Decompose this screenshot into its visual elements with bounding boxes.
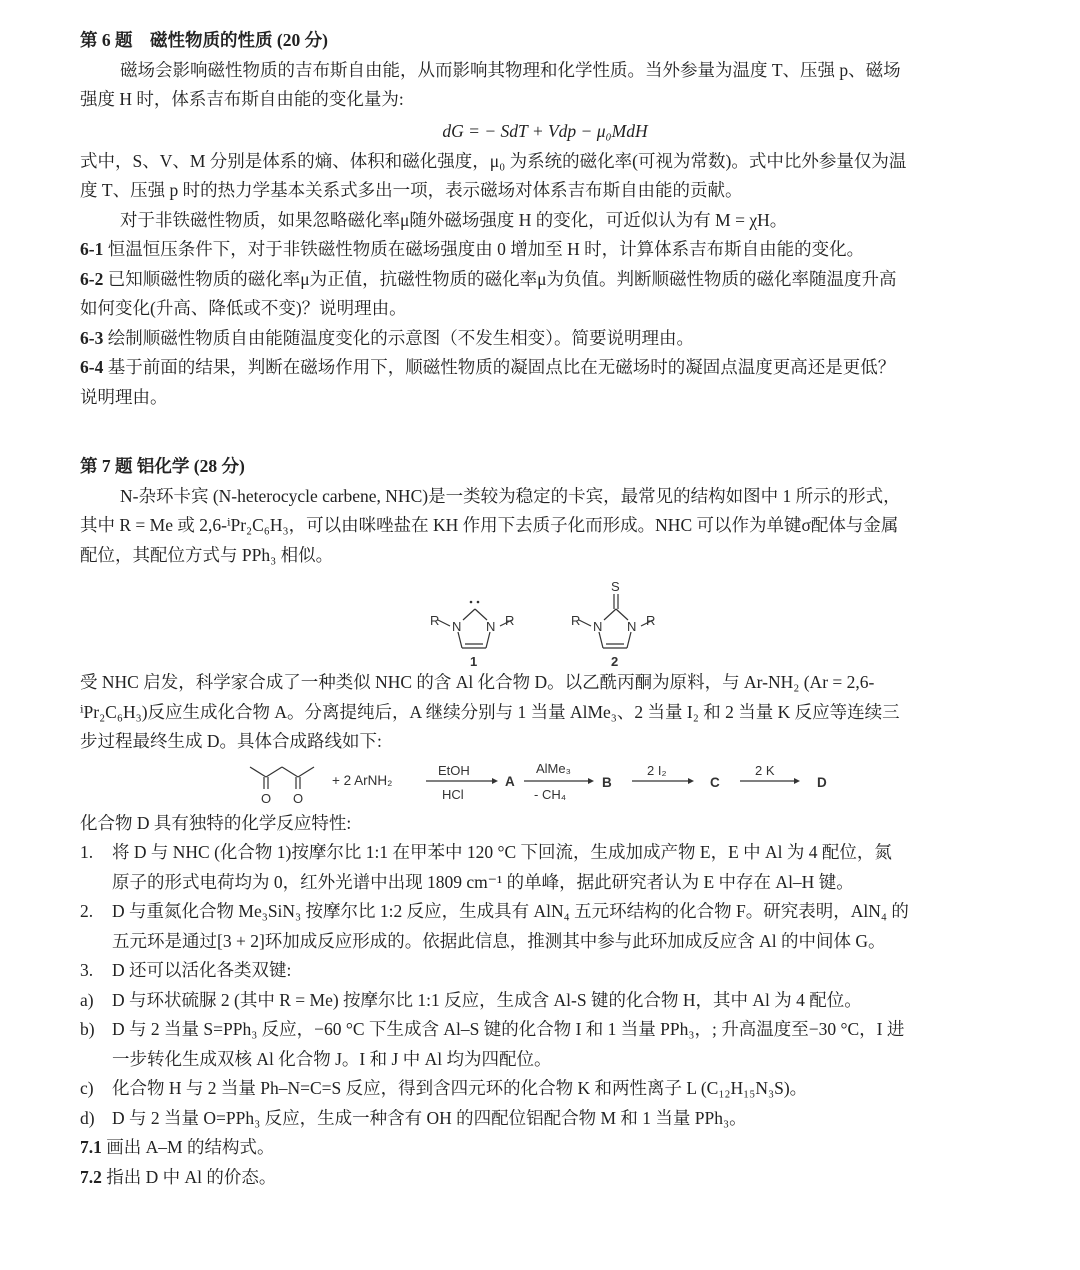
carbene-dot xyxy=(477,601,480,604)
question-text: 恒温恒压条件下，对于非铁磁性物质在磁场强度由 0 增加至 H 时，计算体系吉布斯自由能的变化。 xyxy=(103,239,865,259)
list-item-number: d) xyxy=(80,1107,95,1128)
list-item xyxy=(80,956,1010,986)
q6-heading: 第 6 题 磁性物质的性质 (20 分) xyxy=(80,30,328,50)
list-item xyxy=(80,986,1010,1016)
compound-c: C xyxy=(710,774,720,790)
q7-paragraph-1c: 配位，其配位方式与 PPh₃ 相似。 xyxy=(80,544,334,565)
question-number: 6-1 xyxy=(80,239,104,259)
carbene-dot xyxy=(470,601,473,604)
list-item-text: D 与重氮化合物 Me₃SiN₃ 按摩尔比 1:2 反应，生成具有 AlN₄ 五元环结构的化合物 F。研究表明，AlN₄ 的 xyxy=(112,901,909,921)
arrow2-bottom: - CH₄ xyxy=(534,786,567,802)
arrow4-top: 2 K xyxy=(755,762,775,778)
question-6-1 xyxy=(80,235,1010,265)
q6-paragraph-2b: 度 T、压强 p 时的热力学基本关系式多出一项，表示磁场对体系吉布斯自由能的贡献。 xyxy=(80,180,743,200)
question-text: 基于前面的结果，判断在磁场作用下，顺磁性物质的凝固点比在无磁场时的凝固点温度更高还是更低？ xyxy=(103,357,896,377)
list-item xyxy=(80,1104,1010,1134)
q7-heading: 第 7 题 铝化学 (28 分) xyxy=(80,456,245,476)
compound-b: B xyxy=(602,774,612,790)
document-page xyxy=(80,26,1010,1192)
list-item-text: 一步转化生成双核 Al 化合物 J。I 和 J 中 Al 均为四配位。 xyxy=(112,1048,552,1069)
structure-2-thiourea xyxy=(579,594,656,648)
q7-paragraph-3: 化合物 D 具有独特的化学反应特性: xyxy=(80,812,352,833)
list-item-number: a) xyxy=(80,989,94,1010)
struct2-label: 2 xyxy=(611,654,619,666)
question-6-4 xyxy=(80,353,1010,383)
question-6-4-cont: 说明理由。 xyxy=(80,386,168,407)
q6-paragraph-3: 对于非铁磁性物质，如果忽略磁化率μ随外磁场强度 H 的变化，可近似认为有 M = χH。 xyxy=(120,209,788,230)
list-item-text: D 与 2 当量 S=PPh₃ 反应，−60 °C 下生成含 Al–S 键的化合物 I 和 1 当量 PPh₃，; 升高温度至−30 °C，I 进 xyxy=(112,1019,905,1039)
arrow-4-head xyxy=(794,778,800,784)
question-number: 7.1 xyxy=(80,1137,102,1157)
arrow1-top: EtOH xyxy=(438,762,470,778)
list-item-text: 五元环是通过[3 + 2]环加成反应形成的。依据此信息，推测其中参与此环加成反应含 Al 的中间体 G。 xyxy=(112,930,886,951)
question-number: 6-4 xyxy=(80,357,104,377)
carbonyl-o-2: O xyxy=(293,790,304,805)
list-item xyxy=(80,868,1010,898)
list-item xyxy=(80,1015,1010,1045)
question-6-2 xyxy=(80,265,1010,295)
question-text: 已知顺磁性物质的磁化率μ为正值，抗磁性物质的磁化率μ为负值。判断顺磁性物质的磁化率随温度升高 xyxy=(103,268,897,289)
struct2-s: S xyxy=(611,580,620,594)
carbonyl-o-1: O xyxy=(261,790,272,805)
q7-paragraph-2: 受 NHC 启发，科学家合成了一种类似 NHC 的含 Al 化合物 D。以乙酰丙酮为原料，与 Ar-NH₂ (Ar = 2,6- xyxy=(80,672,875,692)
q7-paragraph-2b: ⁱPr₂C₆H₃)反应生成化合物 A。分离提纯后，A 继续分别与 1 当量 AlMe₃、2 当量 I₂ 和 2 当量 K 反应等连续三 xyxy=(80,701,900,722)
arrow-3-head xyxy=(688,778,694,784)
question-text: 画出 A–M 的结构式。 xyxy=(101,1137,275,1157)
struct1-r-left: R xyxy=(430,613,440,628)
question-7-2 xyxy=(80,1163,1010,1193)
q6-paragraph-1b: 强度 H 时，体系吉布斯自由能的变化量为: xyxy=(80,89,404,109)
arrow-1-head xyxy=(492,778,498,784)
compound-d: D xyxy=(817,774,827,790)
acetylacetone-structure xyxy=(250,767,314,789)
arrow-2-head xyxy=(588,778,594,784)
question-text: 指出 D 中 Al 的价态。 xyxy=(101,1166,277,1187)
list-item xyxy=(80,838,1010,868)
structure-1-nhc xyxy=(438,609,515,648)
reaction-list xyxy=(80,838,1010,1133)
question-6-3 xyxy=(80,324,1010,354)
q7-paragraph-2c: 步过程最终生成 D。具体合成路线如下: xyxy=(80,731,382,751)
list-item-number: 2. xyxy=(80,901,94,921)
list-item-number: 1. xyxy=(80,842,94,862)
nhc-structures-figure xyxy=(80,580,1010,666)
compound-a: A xyxy=(505,773,515,789)
struct1-n-left: N xyxy=(452,619,462,634)
list-item xyxy=(80,1074,1010,1104)
list-item-text: D 与 2 当量 O=PPh₃ 反应，生成一种含有 OH 的四配位铝配合物 M 和 1 当量 PPh₃。 xyxy=(112,1107,747,1128)
question-7-1 xyxy=(80,1133,1010,1163)
struct1-n-right: N xyxy=(486,619,496,634)
list-item-text: D 还可以活化各类双键: xyxy=(112,960,292,980)
q7-paragraph-1: N-杂环卡宾 (N-heterocycle carbene, NHC)是一类较为稳定的卡宾，最常见的结构如图中 1 所示的形式， xyxy=(120,485,901,506)
struct2-r-right: R xyxy=(646,613,656,628)
gibbs-equation: dG = − SdT + Vdp − μ₀MdH xyxy=(442,120,648,141)
struct2-n-left: N xyxy=(593,619,603,634)
question-6-2-cont: 如何变化(升高、降低或不变)？说明理由。 xyxy=(80,298,407,318)
struct1-r-right: R xyxy=(505,613,515,628)
question-number: 6-2 xyxy=(80,268,104,289)
synthesis-scheme-svg xyxy=(80,757,1010,805)
list-item xyxy=(80,897,1010,927)
arrow1-bottom: HCl xyxy=(442,786,464,802)
list-item-text: 化合物 H 与 2 当量 Ph–N=C=S 反应，得到含四元环的化合物 K 和两性离子 L (C₁₂H₁₅N₃S)。 xyxy=(112,1078,808,1098)
list-item-number: c) xyxy=(80,1078,94,1098)
list-item-text: 将 D 与 NHC (化合物 1)按摩尔比 1:1 在甲苯中 120 °C 下回流，生成加成产物 E，E 中 Al 为 4 配位，氮 xyxy=(112,842,892,862)
q6-paragraph-1: 磁场会影响磁性物质的吉布斯自由能，从而影响其物理和化学性质。当外参量为温度 T、压强 p、磁场 xyxy=(120,59,901,80)
synthesis-scheme xyxy=(80,757,1010,805)
nhc-structures-svg xyxy=(80,580,1010,666)
arrow2-top: AlMe₃ xyxy=(536,760,571,776)
struct2-n-right: N xyxy=(627,619,637,634)
list-item xyxy=(80,1045,1010,1075)
scheme-reagent: + 2 ArNH₂ xyxy=(332,772,393,788)
q7-paragraph-1b: 其中 R = Me 或 2,6-ⁱPr₂C₆H₃，可以由咪唑盐在 KH 作用下去质子化而形成。NHC 可以作为单键σ配体与金属 xyxy=(80,515,899,535)
question-text: 绘制顺磁性物质自由能随温度变化的示意图（不发生相变）。简要说明理由。 xyxy=(103,327,694,348)
struct2-r-left: R xyxy=(571,613,581,628)
list-item-number: b) xyxy=(80,1019,95,1039)
question-number: 7.2 xyxy=(80,1166,102,1187)
q6-paragraph-2: 式中，S、V、M 分别是体系的熵、体积和磁化强度，μ₀ 为系统的磁化率(可视为常数)。式中比外参量仅为温 xyxy=(80,150,907,171)
list-item-number: 3. xyxy=(80,960,94,980)
list-item-text: 原子的形式电荷均为 0，红外光谱中出现 1809 cm⁻¹ 的单峰，据此研究者认为 E 中存在 Al–H 键。 xyxy=(112,871,854,892)
list-item-text: D 与环状硫脲 2 (其中 R = Me) 按摩尔比 1:1 反应，生成含 Al-S 键的化合物 H，其中 Al 为 4 配位。 xyxy=(112,989,862,1010)
question-number: 6-3 xyxy=(80,327,104,348)
list-item xyxy=(80,927,1010,957)
arrow3-top: 2 I₂ xyxy=(647,762,667,778)
struct1-label: 1 xyxy=(470,654,478,666)
